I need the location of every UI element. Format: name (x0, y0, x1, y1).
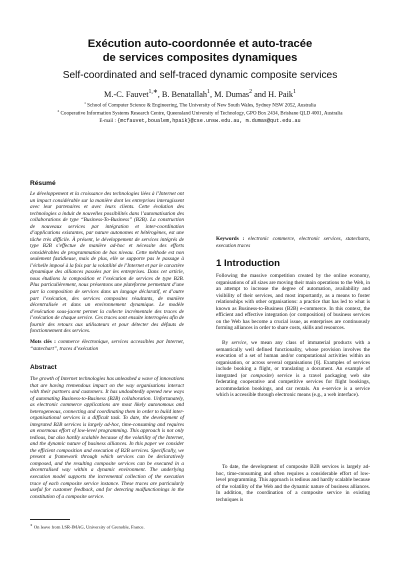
affiliation-1-text: School of Computer Science & Engineering, The University of New South Wales, Sydney NSW 2052, Australia (85, 102, 316, 109)
intro-p2-part-a: By (222, 340, 232, 346)
paper-title-french (20, 38, 380, 65)
footnote-rule (30, 519, 70, 520)
author-4: and H. Paik (252, 89, 294, 99)
footnote-mark: ∗ (30, 523, 33, 527)
intro-paragraph-3: To date, the development of composite B2B services is largely ad-hoc, time-consuming and often requires a considerable effort of low-level programming. This approach is tedious and hardly scalable because of the volatility of the Web and the dynamic nature of business alliances. In addition, the coordination of a composite service in existing techniques is (216, 464, 370, 503)
affiliation-1-mark: 1 (84, 101, 86, 105)
resume-text: Le développement et la croissance des technologies liées à l’Internet ont un impact considérable sur la manière dont les entreprises interagissent avec leur partenaires et avec leurs clients. Cette évolution des technologies a induit de nouvelles possibilités dans l’automatisation des collaborations de type “Business-To-Business” (B2B). La construction de nouveaux services par intégration et inter-coordination d’applications existantes, par nature autonomes et hétérogènes, est une tâche très difficile. À présent, le développement de services intégrés de type B2B s’effectue de manière ad-hoc et nécessite des efforts considérables de programmation de bas niveau. Cette méthode est non seulement fastidieuse, mais de plus, elle se supporte pas le passage à l’échelle imposé à la fois par la volatilité de l’Internet et par le caractère dynamique des alliances passées par les entreprises. Dans cet article, nous étudions la composition et l’exécution de services de type B2B. Plus particulièrement, nous présentons une plateforme permettant d’une part la composition de services dans un langage déclaratif, et d’autre part l’exécution, des services composites résultants, de manière décentralisée et dans un environnement dynamique. Le modèle d’exécution sous-jacent permet la collecte incrémentale des traces de l’exécution de chaque service. Ces traces sont ensuite interrogées afin de fournir des retours aux utilisateurs et pour détecter des défauts de fonctionnement des services. (30, 191, 184, 335)
motscles-text: commerce électronique, services accessibles par Internet, “statechart”, traces d’exécution (30, 339, 184, 352)
author-1-mark: 1,∗ (148, 89, 158, 95)
author-3-mark: 2 (249, 89, 253, 95)
email-prefix: E-mail : (99, 118, 118, 124)
author-2-mark: 1 (207, 89, 210, 95)
author-1: M.-C. Fauvet (104, 89, 149, 99)
title-fr-line2: de services composites dynamiques (102, 51, 298, 64)
intro-p2-part-c: ) service is a travel packaging web site federating cooperative and competitive services for flight bookings, accommodation bookings, and car rentals. An e-service is a service which is accessible through electronic means (e.g., a web interface). (216, 372, 370, 399)
abstract-heading: Abstract (30, 364, 57, 371)
affiliation-2-mark: 2 (57, 109, 60, 113)
introduction-heading: 1 Introduction (216, 258, 280, 269)
abstract-text-left: The growth of Internet technologies has unleashed a wave of innovations that are having tremendous impact on the way organisations interact with their partners and customers. It has undoubtedly opened new ways of automating Business-to-Business (B2B) collaboration. Unfortunately, as electronic commerce applications are most likely autonomous and heterogeneous, connecting and coordinating them in order to build inter-organisational services is a difficult task. To date, the development of integrated B2B services is largely ad-hoc, time-consuming and requires an enormous effort of low-level programming. This approach is not only tedious, but also hardly scalable because of the volatility of the Internet, and the dynamic nature of business alliances. In this paper we consider the efficient composition and execution of B2B services. Specifically, we present a framework through which services can be declaratively composed, and the resulting composite services can be executed in a decentralised way within a dynamic environment. The underlying execution model supports the incremental collection of the execution trace of each composite service instance. These traces are particularly useful for customer feedback, and for detecting malfunctionings in the constitution of a composite service. (30, 376, 184, 500)
author-list (20, 87, 380, 100)
keywords-text: electronic commerce, electronic services, statecharts, execution traces (216, 236, 371, 249)
intro-paragraph-2 (216, 340, 370, 399)
title-fr-line1: Exécution auto-coordonnée et auto-tracée (87, 38, 313, 50)
paper-title-english: Self-coordinated and self-traced dynamic composite services (62, 70, 338, 81)
affiliation-2 (20, 108, 380, 117)
affiliation-2-text: Cooperative Information Systems Research Centre, Queensland University of Technology, GPO Box 2434, Brisbane QLD 4001, Australia (59, 110, 343, 117)
keywords-label: Keywords : (216, 236, 245, 242)
author-3: , M. Dumas (209, 89, 250, 99)
keywords-block (216, 236, 370, 249)
author-2: , B. Benatallah (157, 89, 208, 99)
email-line (20, 118, 380, 124)
intro-p2-term-composite: composite (250, 372, 272, 379)
motscles-block (30, 339, 184, 352)
footnote-text: On leave from LSR-IMAG, University of Grenoble, France. (33, 524, 145, 530)
resume-heading: Résumé (30, 180, 56, 187)
author-4-mark: 1 (293, 89, 296, 95)
motscles-label: Mots clés : (30, 339, 56, 345)
intro-p2-term-service: service (231, 340, 247, 346)
intro-p2-part-b: , we mean any class of immaterial products with a semantically well defined functionality, whose provision involves the execution of a set of human and/or computational activities within an organisation, or across several organisations [6]. Examples of services include booking a flight, or translating a document. An example of integrated (or (216, 340, 370, 379)
intro-paragraph-1: Following the massive competition created by the online economy, organisations of all sizes are moving their main operations to the Web, in an attempt to increase the degree of automation, availability and visibility of their services, and most importantly, as a means to foster relationships with other organisations: a practice that has led to what is known as Business-to-Business (B2B) e-commerce. In this context, the efficient and effective integration (or composition) of business services on the Web has become a crucial issue, as enterprises are continuously forming alliances in order to share costs, skills and resources. (216, 273, 370, 332)
email-addresses: {mcfauvet,boualem,hpaik}@cse.unsw.edu.au, m.dumas@qut.edu.au (117, 118, 301, 124)
footnote (30, 522, 190, 531)
